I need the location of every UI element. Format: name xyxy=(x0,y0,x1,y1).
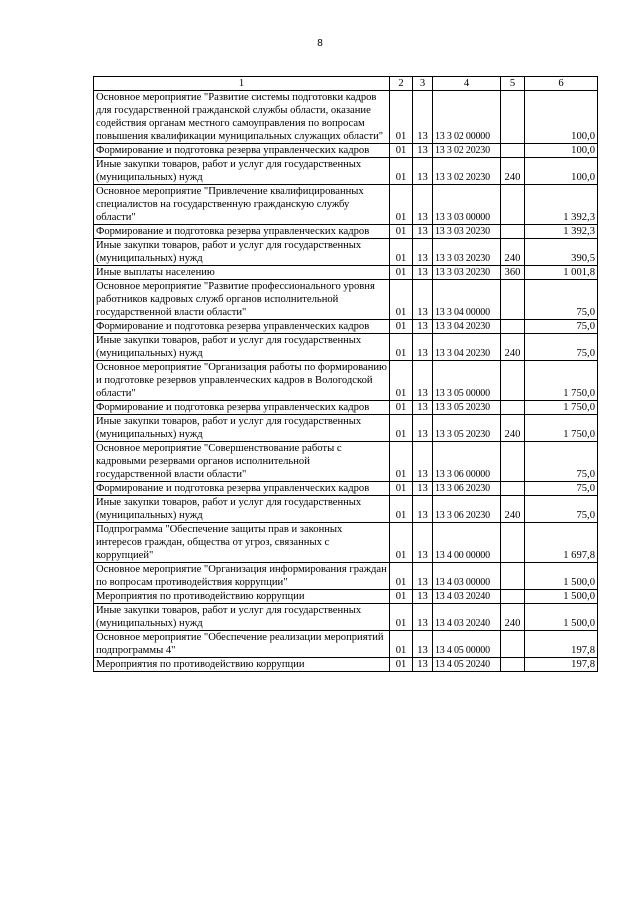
row-subsection-cell: 13 xyxy=(413,401,433,415)
row-section-cell: 01 xyxy=(390,590,413,604)
row-target-article-cell: 13 3 05 00000 xyxy=(433,361,501,401)
row-target-article-cell: 13 3 02 00000 xyxy=(433,91,501,144)
row-amount-cell: 390,5 xyxy=(525,239,598,266)
row-expense-type-cell xyxy=(501,401,525,415)
row-expense-type-cell xyxy=(501,144,525,158)
table-row xyxy=(94,482,598,496)
row-amount-cell: 1 500,0 xyxy=(525,563,598,590)
row-amount-cell: 1 392,3 xyxy=(525,225,598,239)
row-subsection-cell: 13 xyxy=(413,280,433,320)
table-row xyxy=(94,239,598,266)
table-row xyxy=(94,658,598,672)
row-expense-type-cell: 240 xyxy=(501,239,525,266)
row-section-cell: 01 xyxy=(390,415,413,442)
row-subsection-cell: 13 xyxy=(413,158,433,185)
row-name-cell: Иные закупки товаров, работ и услуг для государственных (муниципальных) нужд xyxy=(94,415,390,442)
row-amount-cell: 75,0 xyxy=(525,496,598,523)
row-name-cell: Иные закупки товаров, работ и услуг для государственных (муниципальных) нужд xyxy=(94,604,390,631)
row-section-cell: 01 xyxy=(390,266,413,280)
row-subsection-cell: 13 xyxy=(413,631,433,658)
row-target-article-cell: 13 4 00 00000 xyxy=(433,523,501,563)
row-name-cell: Мероприятия по противодействию коррупции xyxy=(94,590,390,604)
row-target-article-cell: 13 3 03 20230 xyxy=(433,239,501,266)
header-col-5: 5 xyxy=(501,77,525,91)
budget-table xyxy=(93,76,598,672)
row-name-cell: Основное мероприятие "Обеспечение реализации мероприятий подпрограммы 4" xyxy=(94,631,390,658)
row-expense-type-cell: 240 xyxy=(501,604,525,631)
row-amount-cell: 100,0 xyxy=(525,158,598,185)
row-name-cell: Основное мероприятие "Организация информирования граждан по вопросам противодействия коррупции" xyxy=(94,563,390,590)
row-name-cell: Подпрограмма "Обеспечение защиты прав и законных интересов граждан, общества от угроз, связанных с коррупцией" xyxy=(94,523,390,563)
table-row xyxy=(94,334,598,361)
row-amount-cell: 1 001,8 xyxy=(525,266,598,280)
row-target-article-cell: 13 3 05 20230 xyxy=(433,415,501,442)
row-expense-type-cell xyxy=(501,185,525,225)
row-subsection-cell: 13 xyxy=(413,225,433,239)
row-subsection-cell: 13 xyxy=(413,415,433,442)
table-row xyxy=(94,631,598,658)
row-section-cell: 01 xyxy=(390,185,413,225)
row-name-cell: Формирование и подготовка резерва управленческих кадров xyxy=(94,144,390,158)
row-name-cell: Основное мероприятие "Развитие системы подготовки кадров для государственной гражданской службы области, оказание содействия органам местного самоуправления по вопросам повышения квалификации муниципальных служащих области" xyxy=(94,91,390,144)
row-section-cell: 01 xyxy=(390,334,413,361)
table-header-row xyxy=(94,77,598,91)
header-col-3: 3 xyxy=(413,77,433,91)
row-target-article-cell: 13 3 03 20230 xyxy=(433,266,501,280)
row-amount-cell: 75,0 xyxy=(525,442,598,482)
table-row xyxy=(94,266,598,280)
row-name-cell: Мероприятия по противодействию коррупции xyxy=(94,658,390,672)
row-name-cell: Иные закупки товаров, работ и услуг для государственных (муниципальных) нужд xyxy=(94,158,390,185)
row-name-cell: Иные закупки товаров, работ и услуг для государственных (муниципальных) нужд xyxy=(94,496,390,523)
row-target-article-cell: 13 4 05 20240 xyxy=(433,658,501,672)
row-target-article-cell: 13 4 03 00000 xyxy=(433,563,501,590)
row-expense-type-cell xyxy=(501,523,525,563)
row-subsection-cell: 13 xyxy=(413,496,433,523)
row-subsection-cell: 13 xyxy=(413,334,433,361)
row-target-article-cell: 13 3 03 00000 xyxy=(433,185,501,225)
row-subsection-cell: 13 xyxy=(413,590,433,604)
row-amount-cell: 1 750,0 xyxy=(525,401,598,415)
row-section-cell: 01 xyxy=(390,239,413,266)
row-expense-type-cell xyxy=(501,590,525,604)
header-col-2: 2 xyxy=(390,77,413,91)
table-row xyxy=(94,225,598,239)
page-number: 8 xyxy=(317,38,323,49)
row-name-cell: Иные выплаты населению xyxy=(94,266,390,280)
row-section-cell: 01 xyxy=(390,658,413,672)
row-amount-cell: 197,8 xyxy=(525,658,598,672)
row-section-cell: 01 xyxy=(390,401,413,415)
row-section-cell: 01 xyxy=(390,563,413,590)
row-expense-type-cell xyxy=(501,320,525,334)
row-amount-cell: 1 750,0 xyxy=(525,415,598,442)
row-target-article-cell: 13 3 04 20230 xyxy=(433,334,501,361)
row-expense-type-cell: 240 xyxy=(501,415,525,442)
row-target-article-cell: 13 3 06 20230 xyxy=(433,496,501,523)
table-row xyxy=(94,158,598,185)
row-section-cell: 01 xyxy=(390,280,413,320)
row-subsection-cell: 13 xyxy=(413,442,433,482)
row-name-cell: Основное мероприятие "Развитие профессионального уровня работников кадровых служб органов исполнительной государственной власти области" xyxy=(94,280,390,320)
table-row xyxy=(94,604,598,631)
row-target-article-cell: 13 3 04 00000 xyxy=(433,280,501,320)
header-col-4: 4 xyxy=(433,77,501,91)
row-section-cell: 01 xyxy=(390,225,413,239)
table-row xyxy=(94,401,598,415)
row-target-article-cell: 13 3 06 20230 xyxy=(433,482,501,496)
row-expense-type-cell xyxy=(501,482,525,496)
row-amount-cell: 1 697,8 xyxy=(525,523,598,563)
row-target-article-cell: 13 3 06 00000 xyxy=(433,442,501,482)
row-amount-cell: 75,0 xyxy=(525,334,598,361)
row-section-cell: 01 xyxy=(390,158,413,185)
row-subsection-cell: 13 xyxy=(413,658,433,672)
row-target-article-cell: 13 3 04 20230 xyxy=(433,320,501,334)
row-subsection-cell: 13 xyxy=(413,320,433,334)
row-target-article-cell: 13 3 02 20230 xyxy=(433,144,501,158)
table-row xyxy=(94,523,598,563)
row-amount-cell: 1 500,0 xyxy=(525,590,598,604)
row-section-cell: 01 xyxy=(390,604,413,631)
header-col-1: 1 xyxy=(94,77,390,91)
row-expense-type-cell: 240 xyxy=(501,158,525,185)
row-amount-cell: 1 392,3 xyxy=(525,185,598,225)
row-amount-cell: 75,0 xyxy=(525,320,598,334)
row-expense-type-cell xyxy=(501,631,525,658)
row-name-cell: Иные закупки товаров, работ и услуг для государственных (муниципальных) нужд xyxy=(94,239,390,266)
row-expense-type-cell xyxy=(501,361,525,401)
row-section-cell: 01 xyxy=(390,320,413,334)
row-section-cell: 01 xyxy=(390,482,413,496)
row-section-cell: 01 xyxy=(390,523,413,563)
row-expense-type-cell xyxy=(501,91,525,144)
row-name-cell: Формирование и подготовка резерва управленческих кадров xyxy=(94,225,390,239)
row-section-cell: 01 xyxy=(390,144,413,158)
row-subsection-cell: 13 xyxy=(413,523,433,563)
row-name-cell: Формирование и подготовка резерва управленческих кадров xyxy=(94,482,390,496)
row-subsection-cell: 13 xyxy=(413,361,433,401)
row-expense-type-cell: 360 xyxy=(501,266,525,280)
table-row xyxy=(94,563,598,590)
row-subsection-cell: 13 xyxy=(413,266,433,280)
row-name-cell: Основное мероприятие "Совершенствование работы с кадровыми резервами органов исполнительной государственной власти области" xyxy=(94,442,390,482)
row-amount-cell: 1 750,0 xyxy=(525,361,598,401)
row-section-cell: 01 xyxy=(390,496,413,523)
table-row xyxy=(94,496,598,523)
table-row xyxy=(94,590,598,604)
row-expense-type-cell xyxy=(501,442,525,482)
row-amount-cell: 100,0 xyxy=(525,91,598,144)
table-row xyxy=(94,280,598,320)
row-amount-cell: 1 500,0 xyxy=(525,604,598,631)
table-row xyxy=(94,361,598,401)
row-name-cell: Основное мероприятие "Организация работы по формированию и подготовке резервов управленческих кадров в Вологодской области" xyxy=(94,361,390,401)
row-target-article-cell: 13 4 03 20240 xyxy=(433,604,501,631)
row-section-cell: 01 xyxy=(390,361,413,401)
row-subsection-cell: 13 xyxy=(413,239,433,266)
row-expense-type-cell xyxy=(501,658,525,672)
row-subsection-cell: 13 xyxy=(413,91,433,144)
row-expense-type-cell xyxy=(501,280,525,320)
row-amount-cell: 75,0 xyxy=(525,482,598,496)
header-col-6: 6 xyxy=(525,77,598,91)
row-subsection-cell: 13 xyxy=(413,604,433,631)
row-expense-type-cell: 240 xyxy=(501,496,525,523)
table-row xyxy=(94,442,598,482)
row-target-article-cell: 13 3 03 20230 xyxy=(433,225,501,239)
table-row xyxy=(94,185,598,225)
row-section-cell: 01 xyxy=(390,442,413,482)
row-target-article-cell: 13 4 05 00000 xyxy=(433,631,501,658)
row-amount-cell: 197,8 xyxy=(525,631,598,658)
row-section-cell: 01 xyxy=(390,91,413,144)
row-expense-type-cell xyxy=(501,225,525,239)
row-amount-cell: 100,0 xyxy=(525,144,598,158)
row-subsection-cell: 13 xyxy=(413,482,433,496)
row-subsection-cell: 13 xyxy=(413,144,433,158)
row-expense-type-cell xyxy=(501,563,525,590)
row-name-cell: Основное мероприятие "Привлечение квалифицированных специалистов на государственную гражданскую службу области" xyxy=(94,185,390,225)
row-section-cell: 01 xyxy=(390,631,413,658)
row-name-cell: Иные закупки товаров, работ и услуг для государственных (муниципальных) нужд xyxy=(94,334,390,361)
row-target-article-cell: 13 3 05 20230 xyxy=(433,401,501,415)
row-target-article-cell: 13 3 02 20230 xyxy=(433,158,501,185)
row-subsection-cell: 13 xyxy=(413,185,433,225)
row-name-cell: Формирование и подготовка резерва управленческих кадров xyxy=(94,320,390,334)
table-row xyxy=(94,91,598,144)
row-subsection-cell: 13 xyxy=(413,563,433,590)
row-target-article-cell: 13 4 03 20240 xyxy=(433,590,501,604)
row-expense-type-cell: 240 xyxy=(501,334,525,361)
table-row xyxy=(94,415,598,442)
row-amount-cell: 75,0 xyxy=(525,280,598,320)
table-row xyxy=(94,144,598,158)
row-name-cell: Формирование и подготовка резерва управленческих кадров xyxy=(94,401,390,415)
table-row xyxy=(94,320,598,334)
